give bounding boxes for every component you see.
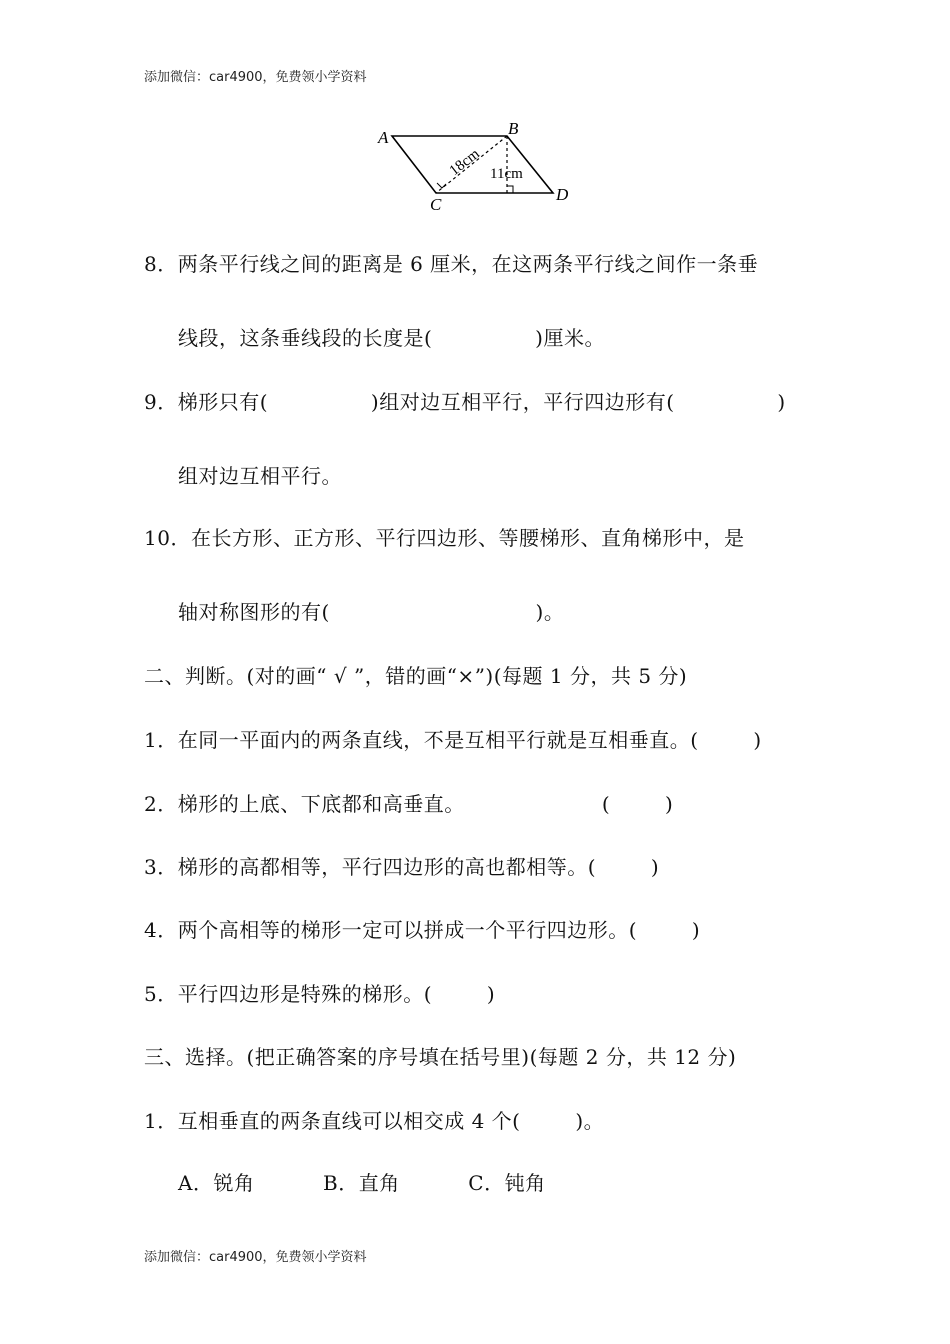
question-10-line-1: 10．在长方形、正方形、平行四边形、等腰梯形、直角梯形中，是 [144,526,745,550]
section-2-title: 二、判断。(对的画“ √ ”，错的画“×”)(每题 1 分，共 5 分) [144,664,688,688]
question-8-line-1: 8．两条平行线之间的距离是 6 厘米，在这两条平行线之间作一条垂 [144,252,759,276]
page-footer: 添加微信：car4900，免费领小学资料 [144,1250,367,1265]
question-9-line-2: 组对边互相平行。 [178,464,342,488]
judge-item-4: 4．两个高相等的梯形一定可以拼成一个平行四边形。( ) [144,918,701,942]
vertex-d-label: D [556,185,569,204]
height-length-label: 11cm [490,166,523,182]
choice-options: A．锐角 B．直角 C．钝角 [178,1171,546,1195]
diagonal-length-label: 18cm [446,146,483,180]
parallelogram-diagram [370,118,580,218]
right-angle-mark-c [437,183,442,188]
question-10-line-2: 轴对称图形的有( )。 [178,600,565,624]
vertex-c-label: C [430,195,442,214]
judge-item-2: 2．梯形的上底、下底都和高垂直。 ( ) [144,792,674,816]
question-9-line-1: 9．梯形只有( )组对边互相平行，平行四边形有( ) [144,390,786,414]
vertex-a-label: A [378,128,389,147]
judge-item-3: 3．梯形的高都相等，平行四边形的高也都相等。( ) [144,855,660,879]
parallelogram-figure [370,118,580,218]
right-angle-mark-d [507,186,513,193]
question-8-line-2: 线段，这条垂线段的长度是( )厘米。 [178,326,605,350]
page-header: 添加微信：car4900，免费领小学资料 [144,70,367,85]
section-3-title: 三、选择。(把正确答案的序号填在括号里)(每题 2 分，共 12 分) [144,1045,737,1069]
choice-question-1: 1．互相垂直的两条直线可以相交成 4 个( )。 [144,1109,605,1133]
judge-item-1: 1．在同一平面内的两条直线，不是互相平行就是互相垂直。( ) [144,728,762,752]
judge-item-5: 5．平行四边形是特殊的梯形。( ) [144,982,496,1006]
vertex-b-label: B [508,119,519,138]
